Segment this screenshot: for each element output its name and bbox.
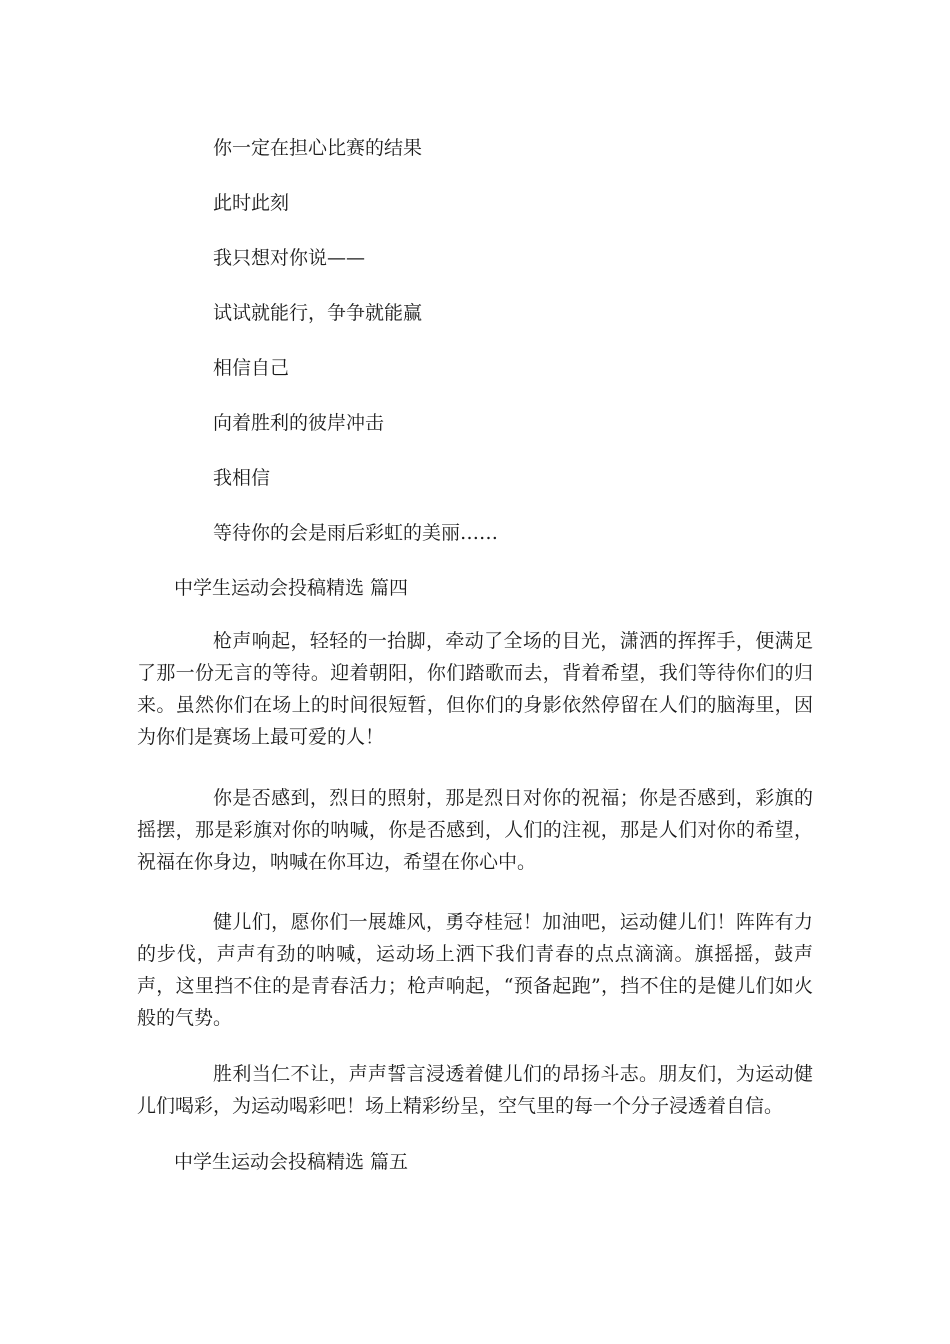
section-heading: 中学生运动会投稿精选 篇四 (174, 577, 409, 599)
poem-line: 等待你的会是雨后彩虹的美丽…… (213, 522, 499, 544)
poem-line: 我相信 (213, 467, 271, 489)
section-heading: 中学生运动会投稿精选 篇五 (174, 1151, 409, 1173)
poem-line: 此时此刻 (213, 192, 290, 214)
poem-line: 你一定在担心比赛的结果 (213, 137, 423, 159)
paragraph: 枪声响起，轻轻的一抬脚，牵动了全场的目光，潇洒的挥挥手，便满足了那一份无言的等待。迎着朝阳，你们踏歌而去，背着希望，我们等待你们的归来。虽然你们在场上的时间很短暂，但你们的身影依然停留在人们的脑海里，因为你们是赛场上最可爱的人！ (137, 630, 813, 748)
paragraph: 健儿们，愿你们一展雄风，勇夺桂冠！加油吧，运动健儿们！阵阵有力的步伐，声声有劲的呐喊，运动场上洒下我们青春的点点滴滴。旗摇摇，鼓声声，这里挡不住的是青春活力；枪声响起，“预备起跑”，挡不住的是健儿们如火般的气势。 (137, 911, 813, 1029)
poem-line: 我只想对你说—— (213, 247, 366, 269)
paragraph: 你是否感到，烈日的照射，那是烈日对你的祝福；你是否感到，彩旗的摇摆，那是彩旗对你的呐喊，你是否感到，人们的注视，那是人们对你的希望，祝福在你身边，呐喊在你耳边，希望在你心中。 (137, 787, 813, 873)
poem-line: 向着胜利的彼岸冲击 (213, 412, 385, 434)
poem-line: 试试就能行，争争就能赢 (213, 302, 423, 324)
poem-line: 相信自己 (213, 357, 290, 379)
paragraph: 胜利当仁不让，声声誓言浸透着健儿们的昂扬斗志。朋友们，为运动健儿们喝彩，为运动喝彩吧！场上精彩纷呈，空气里的每一个分子浸透着自信。 (137, 1063, 813, 1117)
